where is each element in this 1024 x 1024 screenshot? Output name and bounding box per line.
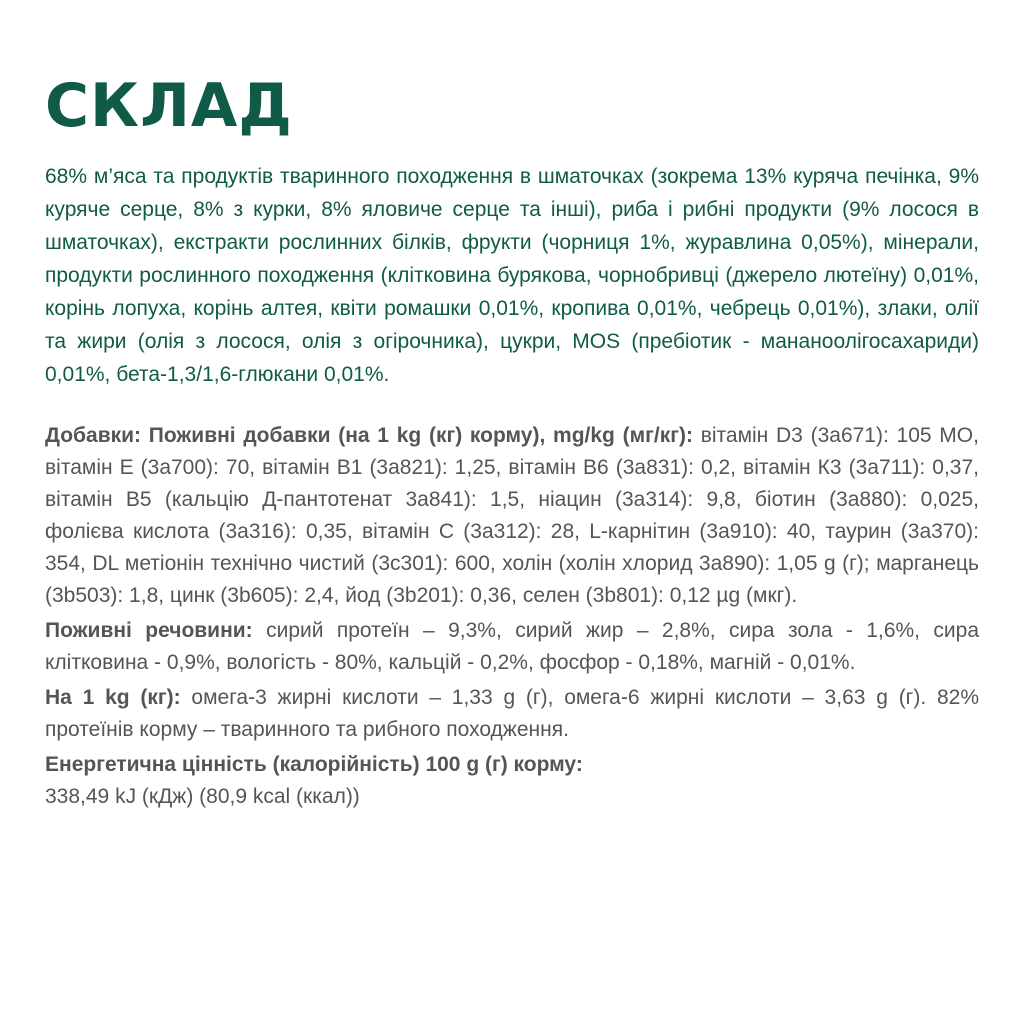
details-section [45, 420, 979, 813]
energy-value: 338,49 kJ (кДж) (80,9 kcal (ккал)) [45, 785, 360, 808]
nutrients-label: Поживні речовини: [45, 619, 253, 642]
per-kg-label: На 1 kg (кг): [45, 686, 181, 709]
nutrients-text: сирий протеїн – 9,3%, сирий жир – 2,8%, сира зола - 1,6%, сира клітковина - 0,9%, вологість - 80%, кальцій - 0,2%, фосфор - 0,18%, магній - 0,01%. [45, 619, 979, 674]
ingredients-panel [45, 70, 979, 813]
additives-paragraph [45, 420, 979, 612]
energy-paragraph [45, 749, 979, 813]
per-kg-text: омега-3 жирні кислоти – 1,33 g (г), омега-6 жирні кислоти – 3,63 g (г). 82% протеїнів корму – тваринного та рибного походження. [45, 686, 979, 741]
energy-label: Енергетична цінність (калорійність) 100 g (г) корму: [45, 753, 583, 776]
per-kg-paragraph [45, 682, 979, 746]
page-title: СКЛАД [45, 71, 293, 141]
nutrients-paragraph [45, 615, 979, 679]
composition-text: 68% м’яса та продуктів тваринного походження в шматочках (зокрема 13% куряча печінка, 9% куряче серце, 8% з курки, 8% яловиче серце та інші), риба і рибні продукти (9% лосося в шматочках), екстракти рослинних білків, фрукти (чорниця 1%, журавлина 0,05%), мінерали, продукти рослинного походження (клітковина бурякова, чорнобривці (джерело лютеїну) 0,01%, корінь лопуха, корінь алтея, квіти ромашки 0,01%, кропива 0,01%, чебрець 0,01%), злаки, олії та жири (олія з лосося, олія з огірочника), цукри, MOS (пребіотик - мананоолігосахариди) 0,01%, бета-1,3/1,6-глюкани 0,01%. [45, 165, 979, 386]
additives-label: Добавки: Поживні добавки (на 1 kg (кг) корму), mg/kg (мг/кг): [45, 424, 693, 447]
additives-text: вітамін D3 (3a671): 105 МО, вітамін Е (3a700): 70, вітамін В1 (3a821): 1,25, вітамін В6 (3a831): 0,2, вітамін К3 (3a711): 0,37, вітамін В5 (кальцію Д-пантотенат 3a841): 1,5, ніацин (3a314): 9,8, біотин (3a880): 0,025, фолієва кислота (3a316): 0,35, вітамін С (3a312): 28, L-карнітин (3a910): 40, таурин (3a370): 354, DL метіонін технічно чистий (3c301): 600, холін (холін хлорид 3a890): 1,05 g (г); марганець (3b503): 1,8, цинк (3b605): 2,4, йод (3b201): 0,36, селен (3b801): 0,12 µg (мкг). [45, 424, 979, 607]
